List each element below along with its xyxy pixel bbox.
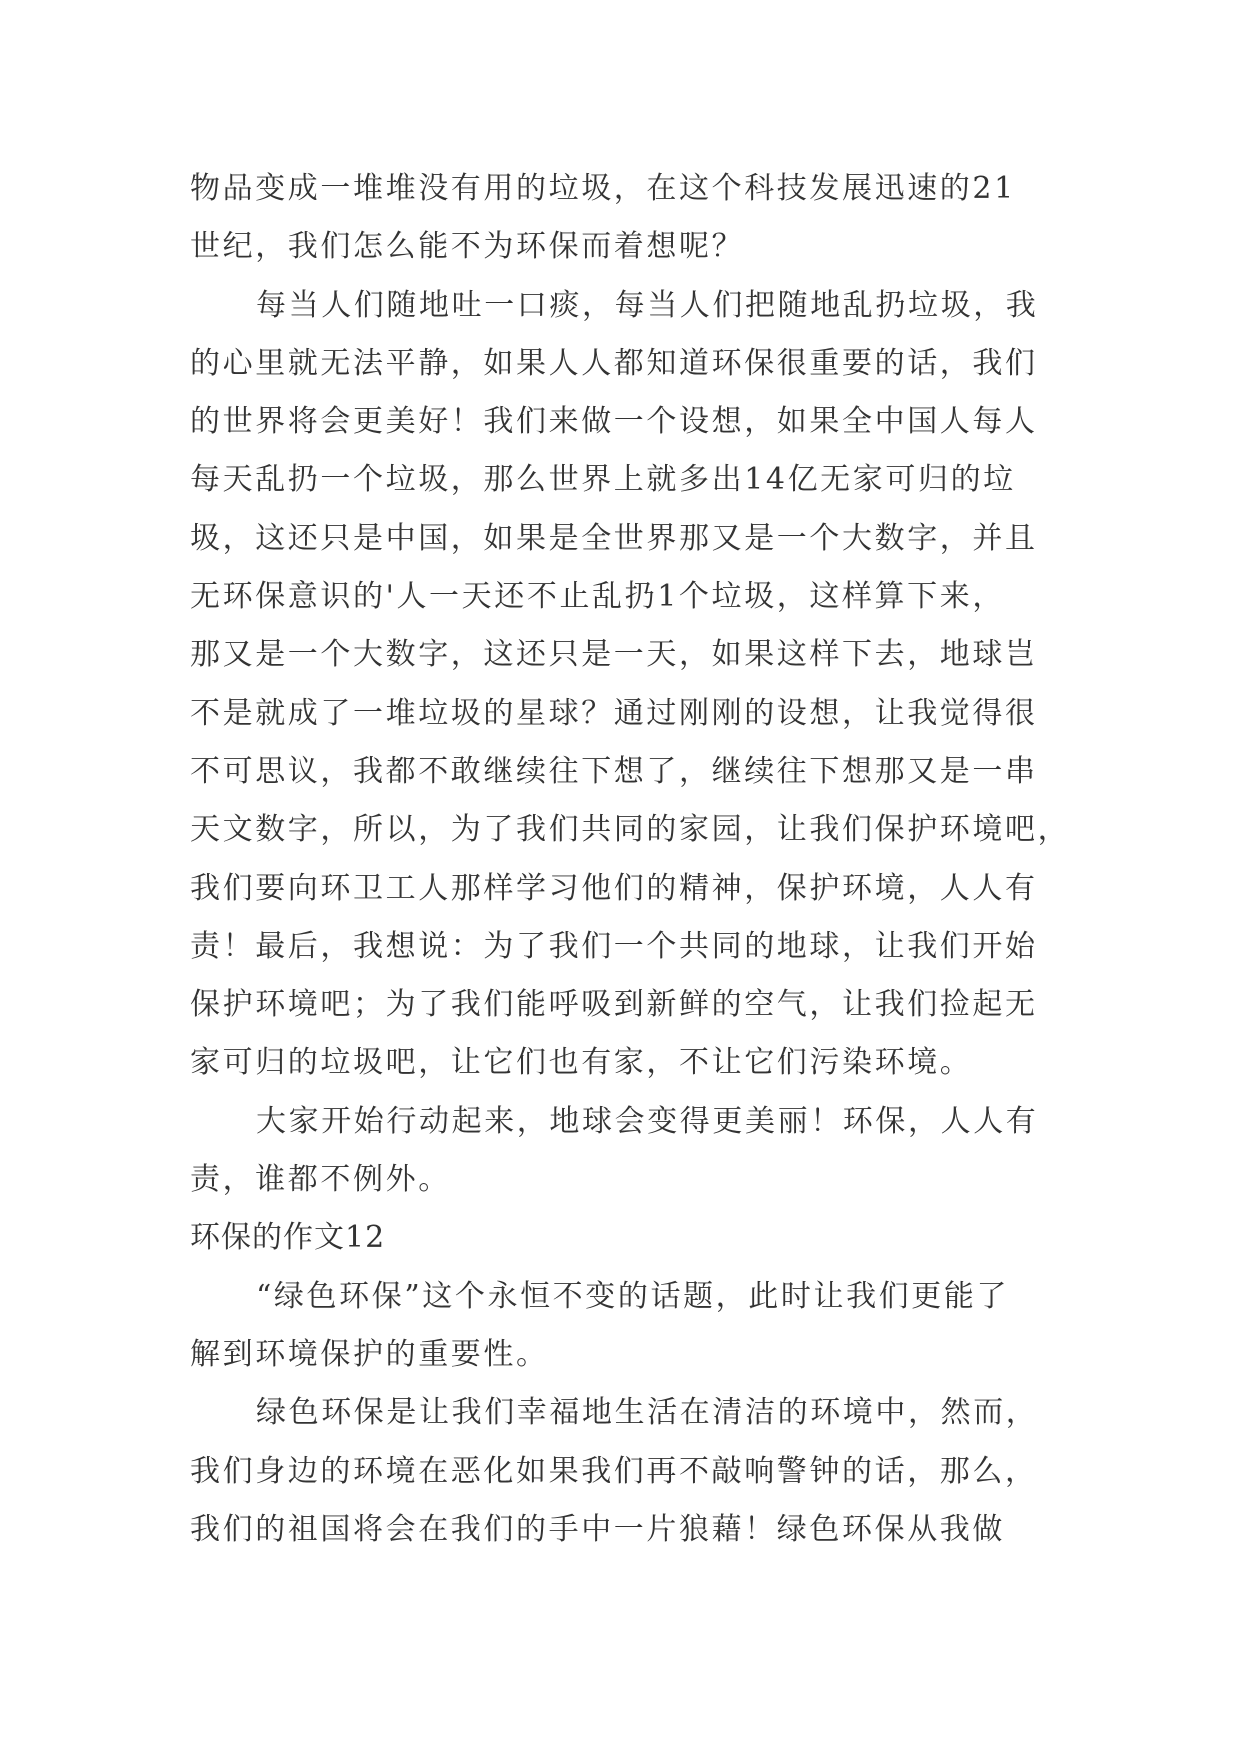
paragraph-line: 不可思议，我都不敢继续往下想了，继续往下想那又是一串 (190, 753, 1038, 789)
paragraph-line: 的世界将会更美好！我们来做一个设想，如果全中国人每人 (190, 404, 1038, 440)
document-body (190, 160, 1071, 1559)
paragraph-line: 我们的祖国将会在我们的手中一片狼藉！绿色环保从我做 (190, 1511, 1005, 1547)
paragraph-line: 天文数字，所以，为了我们共同的家园，让我们保护环境吧， (190, 812, 1071, 848)
paragraph-line: 责，谁都不例外。 (190, 1162, 451, 1198)
section-heading: 环保的作文12 (190, 1220, 386, 1256)
paragraph-line: 无环保意识的'人一天还不止乱扔1个垃圾，这样算下来， (190, 579, 1005, 615)
paragraph-line: 那又是一个大数字，这还只是一天，如果这样下去，地球岂 (190, 637, 1038, 673)
paragraph-line: 不是就成了一堆垃圾的星球？通过刚刚的设想，让我觉得很 (190, 695, 1038, 731)
paragraph-line: 我们要向环卫工人那样学习他们的精神，保护环境，人人有 (190, 870, 1038, 906)
paragraph-line: 物品变成一堆堆没有用的垃圾，在这个科技发展迅速的21 (190, 171, 1016, 206)
paragraph-line: “绿色环保”这个永恒不变的话题，此时让我们更能了 (256, 1278, 1010, 1314)
paragraph-line: 圾，这还只是中国，如果是全世界那又是一个大数字，并且 (190, 520, 1038, 556)
paragraph-line: 每当人们随地吐一口痰，每当人们把随地乱扔垃圾，我 (256, 287, 1039, 323)
paragraph-line: 绿色环保是让我们幸福地生活在清洁的环境中，然而， (256, 1395, 1039, 1431)
paragraph-line: 解到环境保护的重要性。 (190, 1336, 549, 1372)
paragraph-line: 的心里就无法平静，如果人人都知道环保很重要的话，我们 (190, 345, 1038, 381)
paragraph-line: 我们身边的环境在恶化如果我们再不敲响警钟的话，那么， (190, 1453, 1038, 1489)
paragraph-line: 每天乱扔一个垃圾，那么世界上就多出14亿无家可归的垃 (190, 462, 1016, 498)
paragraph-line: 大家开始行动起来，地球会变得更美丽！环保，人人有 (256, 1103, 1039, 1139)
paragraph-line: 家可归的垃圾吧，让它们也有家，不让它们污染环境。 (190, 1045, 973, 1081)
paragraph-line: 责！最后，我想说：为了我们一个共同的地球，让我们开始 (190, 928, 1038, 964)
paragraph-line: 世纪，我们怎么能不为环保而着想呢？ (190, 229, 745, 265)
paragraph-line: 保护环境吧；为了我们能呼吸到新鲜的空气，让我们捡起无 (190, 987, 1038, 1023)
